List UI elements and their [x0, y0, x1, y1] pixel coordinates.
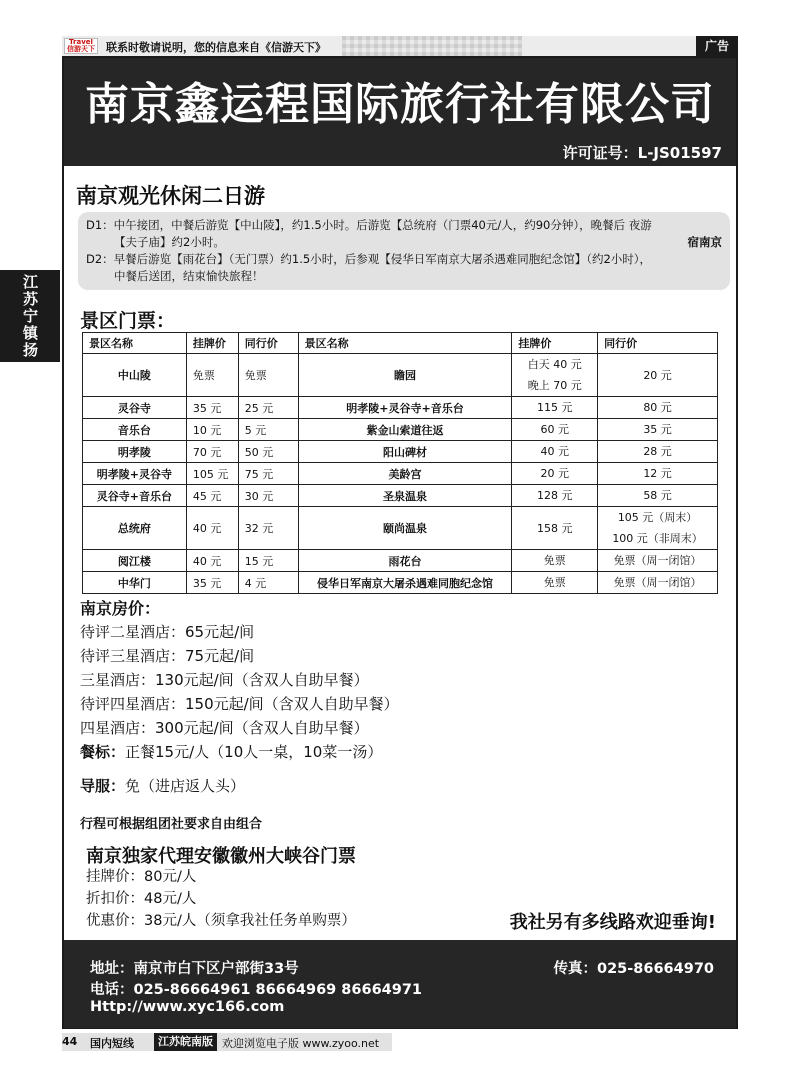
- tickets-title: 景区门票：: [80, 310, 176, 332]
- list-price-cell: [512, 441, 598, 463]
- table-row: [83, 354, 718, 397]
- price-line: 折扣价：48元/人: [86, 891, 197, 907]
- fax: 传真：025-86664970: [553, 961, 714, 977]
- list-price-cell: 45 元: [186, 485, 238, 507]
- table-row: [83, 572, 718, 594]
- hotel-title: 南京房价：: [80, 599, 161, 618]
- peer-price-cell: [598, 397, 718, 419]
- page-footer-bar: [62, 1033, 392, 1051]
- scenic-name-cell: 颐尚温泉: [298, 507, 512, 550]
- scenic-name-cell: 中山陵: [83, 354, 187, 397]
- list-price-cell: [512, 507, 598, 550]
- itinerary-d2-line1: D2：早餐后游览【雨花台】（无门票）约1.5小时，后参观【侵华日军南京大屠杀遇难同胞纪念馆】（约2小时），: [86, 252, 652, 266]
- table-row: [83, 550, 718, 572]
- peer-price-cell: [598, 354, 718, 397]
- list-price-cell: [512, 485, 598, 507]
- col-header: 同行价: [238, 333, 298, 354]
- peer-price-cell-line: 100 元（非周末）: [612, 532, 703, 545]
- meal-standard: [80, 740, 399, 764]
- peer-price-cell: [598, 441, 718, 463]
- peer-price-cell-line: 80 元: [643, 401, 672, 414]
- peer-price-cell: 32 元: [238, 507, 298, 550]
- peer-price-cell-line: 58 元: [643, 489, 672, 502]
- peer-price-cell: [598, 485, 718, 507]
- list-price-cell-line: 免票: [543, 576, 566, 589]
- list-price-cell-line: 免票: [543, 554, 566, 567]
- itinerary-d1-line1: D1：中午接团，中餐后游览【中山陵】，约1.5小时。后游览【总统府（门票40元/人，约90分钟），晚餐后 夜游: [86, 218, 652, 232]
- address: 地址：南京市白下区户部街33号: [90, 961, 299, 977]
- contact-footer: [64, 940, 736, 1028]
- list-price-cell-line: 128 元: [536, 489, 573, 502]
- decorative-pattern: [342, 36, 522, 56]
- agency-prices: [86, 866, 356, 932]
- scenic-name-cell: 侵华日军南京大屠杀遇难同胞纪念馆: [298, 572, 512, 594]
- table-row: [83, 507, 718, 550]
- list-price-cell: [512, 463, 598, 485]
- list-price-cell-line: 158 元: [536, 521, 573, 535]
- peer-price-cell-line: 28 元: [643, 445, 672, 458]
- scenic-name-cell: 中华门: [83, 572, 187, 594]
- peer-price-cell-line: 20 元: [643, 368, 672, 382]
- scenic-name-cell: 阳山碑材: [298, 441, 512, 463]
- itinerary-d2-line2: 中餐后送团，结束愉快旅程！: [114, 269, 264, 283]
- scenic-name-cell: 圣泉温泉: [298, 485, 512, 507]
- list-price-cell-line: 20 元: [540, 467, 569, 480]
- peer-price-cell: 75 元: [238, 463, 298, 485]
- table-row: [83, 441, 718, 463]
- list-price-cell-line: 晚上 70 元: [527, 379, 582, 392]
- peer-price-cell-line: 免票（周一闭馆）: [613, 554, 702, 567]
- combo-note: 行程可根据组团社要求自由组合: [80, 817, 263, 832]
- page-number: 44: [62, 1035, 78, 1048]
- license-number: 许可证号：L-JS01597: [562, 144, 722, 162]
- itinerary-box: [78, 212, 730, 290]
- peer-price-cell: [598, 572, 718, 594]
- peer-price-cell: [598, 419, 718, 441]
- peer-price-cell: 30 元: [238, 485, 298, 507]
- meal-value: 正餐15元/人（10人一桌，10菜一汤）: [125, 743, 383, 761]
- guide-service: [80, 775, 245, 796]
- slogan: 我社另有多线路欢迎垂询!: [509, 912, 716, 933]
- list-price-cell: [512, 397, 598, 419]
- scenic-name-cell: 音乐台: [83, 419, 187, 441]
- scenic-name-cell: 灵谷寺+音乐台: [83, 485, 187, 507]
- table-row: [83, 463, 718, 485]
- tickets-header-row: [83, 333, 718, 354]
- list-price-cell: 40 元: [186, 507, 238, 550]
- peer-price-cell: 25 元: [238, 397, 298, 419]
- list-price-cell-line: 115 元: [536, 401, 573, 414]
- peer-price-cell: 15 元: [238, 550, 298, 572]
- company-name: 南京鑫运程国际旅行社有限公司: [85, 79, 715, 130]
- website-link[interactable]: Http://www.xyc166.com: [90, 999, 285, 1015]
- magazine-logo: Travel 信游天下: [64, 38, 98, 54]
- list-price-cell: [512, 550, 598, 572]
- list-price-cell: [512, 572, 598, 594]
- scenic-name-cell: 紫金山索道往返: [298, 419, 512, 441]
- contact-note: 联系时敬请说明，您的信息来自《信游天下》: [106, 41, 326, 54]
- welcome-text: 欢迎浏览电子版 www.zyoo.net: [222, 1037, 380, 1050]
- list-price-cell-line: 40 元: [540, 445, 569, 458]
- peer-price-cell-line: 12 元: [643, 467, 672, 480]
- meal-label: 餐标：: [80, 743, 126, 761]
- scenic-name-cell: 阅江楼: [83, 550, 187, 572]
- edition-badge: 江苏皖南版: [154, 1033, 217, 1051]
- peer-price-cell: 免票: [238, 354, 298, 397]
- scenic-name-cell: 瞻园: [298, 354, 512, 397]
- scenic-name-cell: 明孝陵: [83, 441, 187, 463]
- scenic-name-cell: 美龄宫: [298, 463, 512, 485]
- hotel-line: 待评四星酒店：150元起/间（含双人自助早餐）: [80, 695, 399, 713]
- itinerary-d1-stay: 宿南京: [687, 235, 722, 249]
- tickets-table: [82, 332, 718, 594]
- scenic-name-cell: 雨花台: [298, 550, 512, 572]
- hotel-list: [80, 620, 399, 764]
- hotel-line: 四星酒店：300元起/间（含双人自助早餐）: [80, 719, 369, 737]
- peer-price-cell: 50 元: [238, 441, 298, 463]
- peer-price-cell: 4 元: [238, 572, 298, 594]
- list-price-cell: 35 元: [186, 572, 238, 594]
- table-row: [83, 485, 718, 507]
- list-price-cell: 105 元: [186, 463, 238, 485]
- price-line: 优惠价：38元/人（须拿我社任务单购票）: [86, 913, 356, 929]
- peer-price-cell: [598, 507, 718, 550]
- section-name: 国内短线: [90, 1037, 134, 1050]
- col-header: 景区名称: [83, 333, 187, 354]
- col-header: 同行价: [598, 333, 718, 354]
- guide-label: 导服：: [80, 777, 126, 795]
- ad-tag: 广告: [696, 36, 738, 56]
- scenic-name-cell: 明孝陵+灵谷寺: [83, 463, 187, 485]
- list-price-cell: [512, 419, 598, 441]
- peer-price-cell: [598, 550, 718, 572]
- peer-price-cell-line: 免票（周一闭馆）: [613, 576, 702, 589]
- list-price-cell-line: 白天 40 元: [527, 358, 582, 371]
- telephone: 电话：025-86664961 86664969 86664971: [90, 982, 423, 998]
- list-price-cell-line: 60 元: [540, 423, 569, 436]
- table-row: [83, 419, 718, 441]
- list-price-cell: [512, 354, 598, 397]
- scenic-name-cell: 明孝陵+灵谷寺+音乐台: [298, 397, 512, 419]
- region-side-tab: 江苏宁镇扬: [0, 270, 60, 362]
- scenic-name-cell: 总统府: [83, 507, 187, 550]
- list-price-cell: 40 元: [186, 550, 238, 572]
- guide-value: 免（进店返人头）: [125, 777, 246, 795]
- list-price-cell: 35 元: [186, 397, 238, 419]
- peer-price-cell-line: 105 元（周末）: [617, 511, 698, 524]
- top-bar: [62, 36, 738, 56]
- tour-title: 南京观光休闲二日游: [76, 184, 265, 208]
- company-banner: [64, 58, 736, 166]
- price-line: 挂牌价：80元/人: [86, 869, 197, 885]
- table-row: [83, 397, 718, 419]
- peer-price-cell-line: 35 元: [643, 423, 672, 436]
- col-header: 景区名称: [298, 333, 512, 354]
- scenic-name-cell: 灵谷寺: [83, 397, 187, 419]
- agency-title: 南京独家代理安徽徽州大峡谷门票: [86, 846, 356, 867]
- hotel-line: 待评二星酒店：65元起/间: [80, 623, 255, 641]
- list-price-cell: 10 元: [186, 419, 238, 441]
- hotel-line: 三星酒店：130元起/间（含双人自助早餐）: [80, 671, 369, 689]
- col-header: 挂牌价: [186, 333, 238, 354]
- itinerary-d1-text: 【夫子庙】约2小时。: [114, 235, 225, 249]
- list-price-cell: 70 元: [186, 441, 238, 463]
- hotel-line: 待评三星酒店：75元起/间: [80, 647, 255, 665]
- peer-price-cell: [598, 463, 718, 485]
- list-price-cell: 免票: [186, 354, 238, 397]
- col-header: 挂牌价: [512, 333, 598, 354]
- itinerary-d1-line2: [86, 234, 722, 251]
- peer-price-cell: 5 元: [238, 419, 298, 441]
